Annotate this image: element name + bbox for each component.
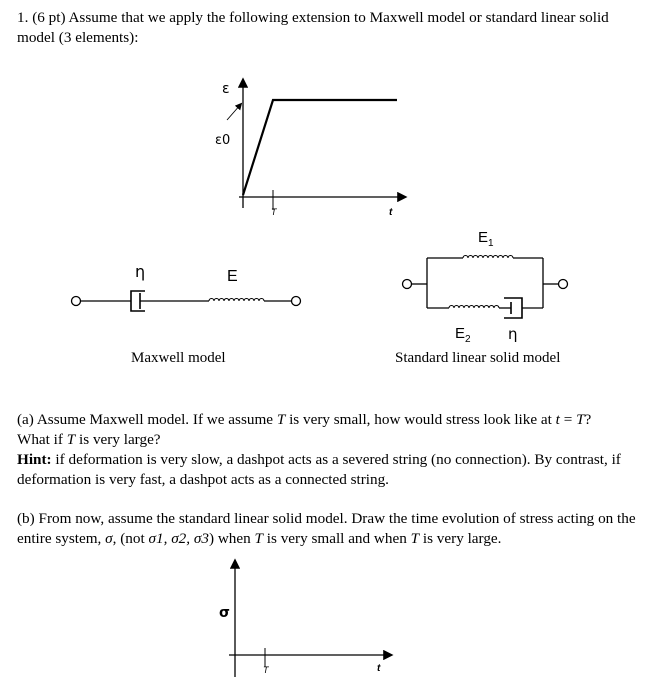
sls-right-terminal [559,280,568,289]
maxwell-spring [209,298,264,301]
hint-text: if deformation is very slow, a dashpot acts as a severed string (no connection). By contrast, if deformation is very fast, a dashpot acts as a connected string. [17,451,621,488]
title-line-1: 1. (6 pt) Assume that we apply the following extension to Maxwell model or standard linear solid [17,9,609,26]
stress-y-symbol: σ [219,605,230,621]
strain-curve [243,100,397,195]
sls-diagram [395,222,585,342]
stress-t-marker: T [263,665,269,675]
maxwell-left-terminal [72,297,81,306]
question-title [17,8,642,48]
sls-bottom-spring-label: $E_2$ [455,325,471,342]
strain-y-symbol: ε [222,81,230,97]
sls-caption: Standard linear solid model [395,350,561,366]
strain-level-label: ε0 [215,133,231,148]
part-a-text: (a) Assume Maxwell model. If we assume T is very small, how would stress look like at t = T? What if T is very large? Hint: if deformation is very slow, a dashpot acts as a severed string (no connection). By contrast, if deformation is very fast, a dashpot acts as a connected string. [17,411,621,488]
maxwell-dashpot [131,291,160,311]
sls-top-spring-label: $E_1$ [478,229,494,249]
strain-x-symbol: t [389,207,393,218]
maxwell-dashpot-label: η [135,262,146,281]
strain-t-marker: T [271,207,277,217]
stress-x-symbol: t [377,663,381,674]
strain-plot [205,70,420,220]
maxwell-diagram [65,255,315,320]
epsilon-pointer-arrow [227,104,241,120]
maxwell-spring-label: E [227,268,238,285]
part-b-text: (b) From now, assume the standard linear solid model. Draw the time evolution of stress acting on the entire system, σ, (not σ1, σ2, σ3) when T is very small and when T is very large. [17,510,636,547]
maxwell-right-terminal [292,297,301,306]
sls-left-terminal [403,280,412,289]
stress-plot [205,555,405,685]
sls-bottom-spring [449,306,499,309]
sls-top-spring [463,256,513,259]
sls-dashpot-label: η [508,325,518,342]
maxwell-caption: Maxwell model [131,350,226,366]
hint-label: Hint: [17,451,52,468]
title-line-2: model (3 elements): [17,29,139,46]
